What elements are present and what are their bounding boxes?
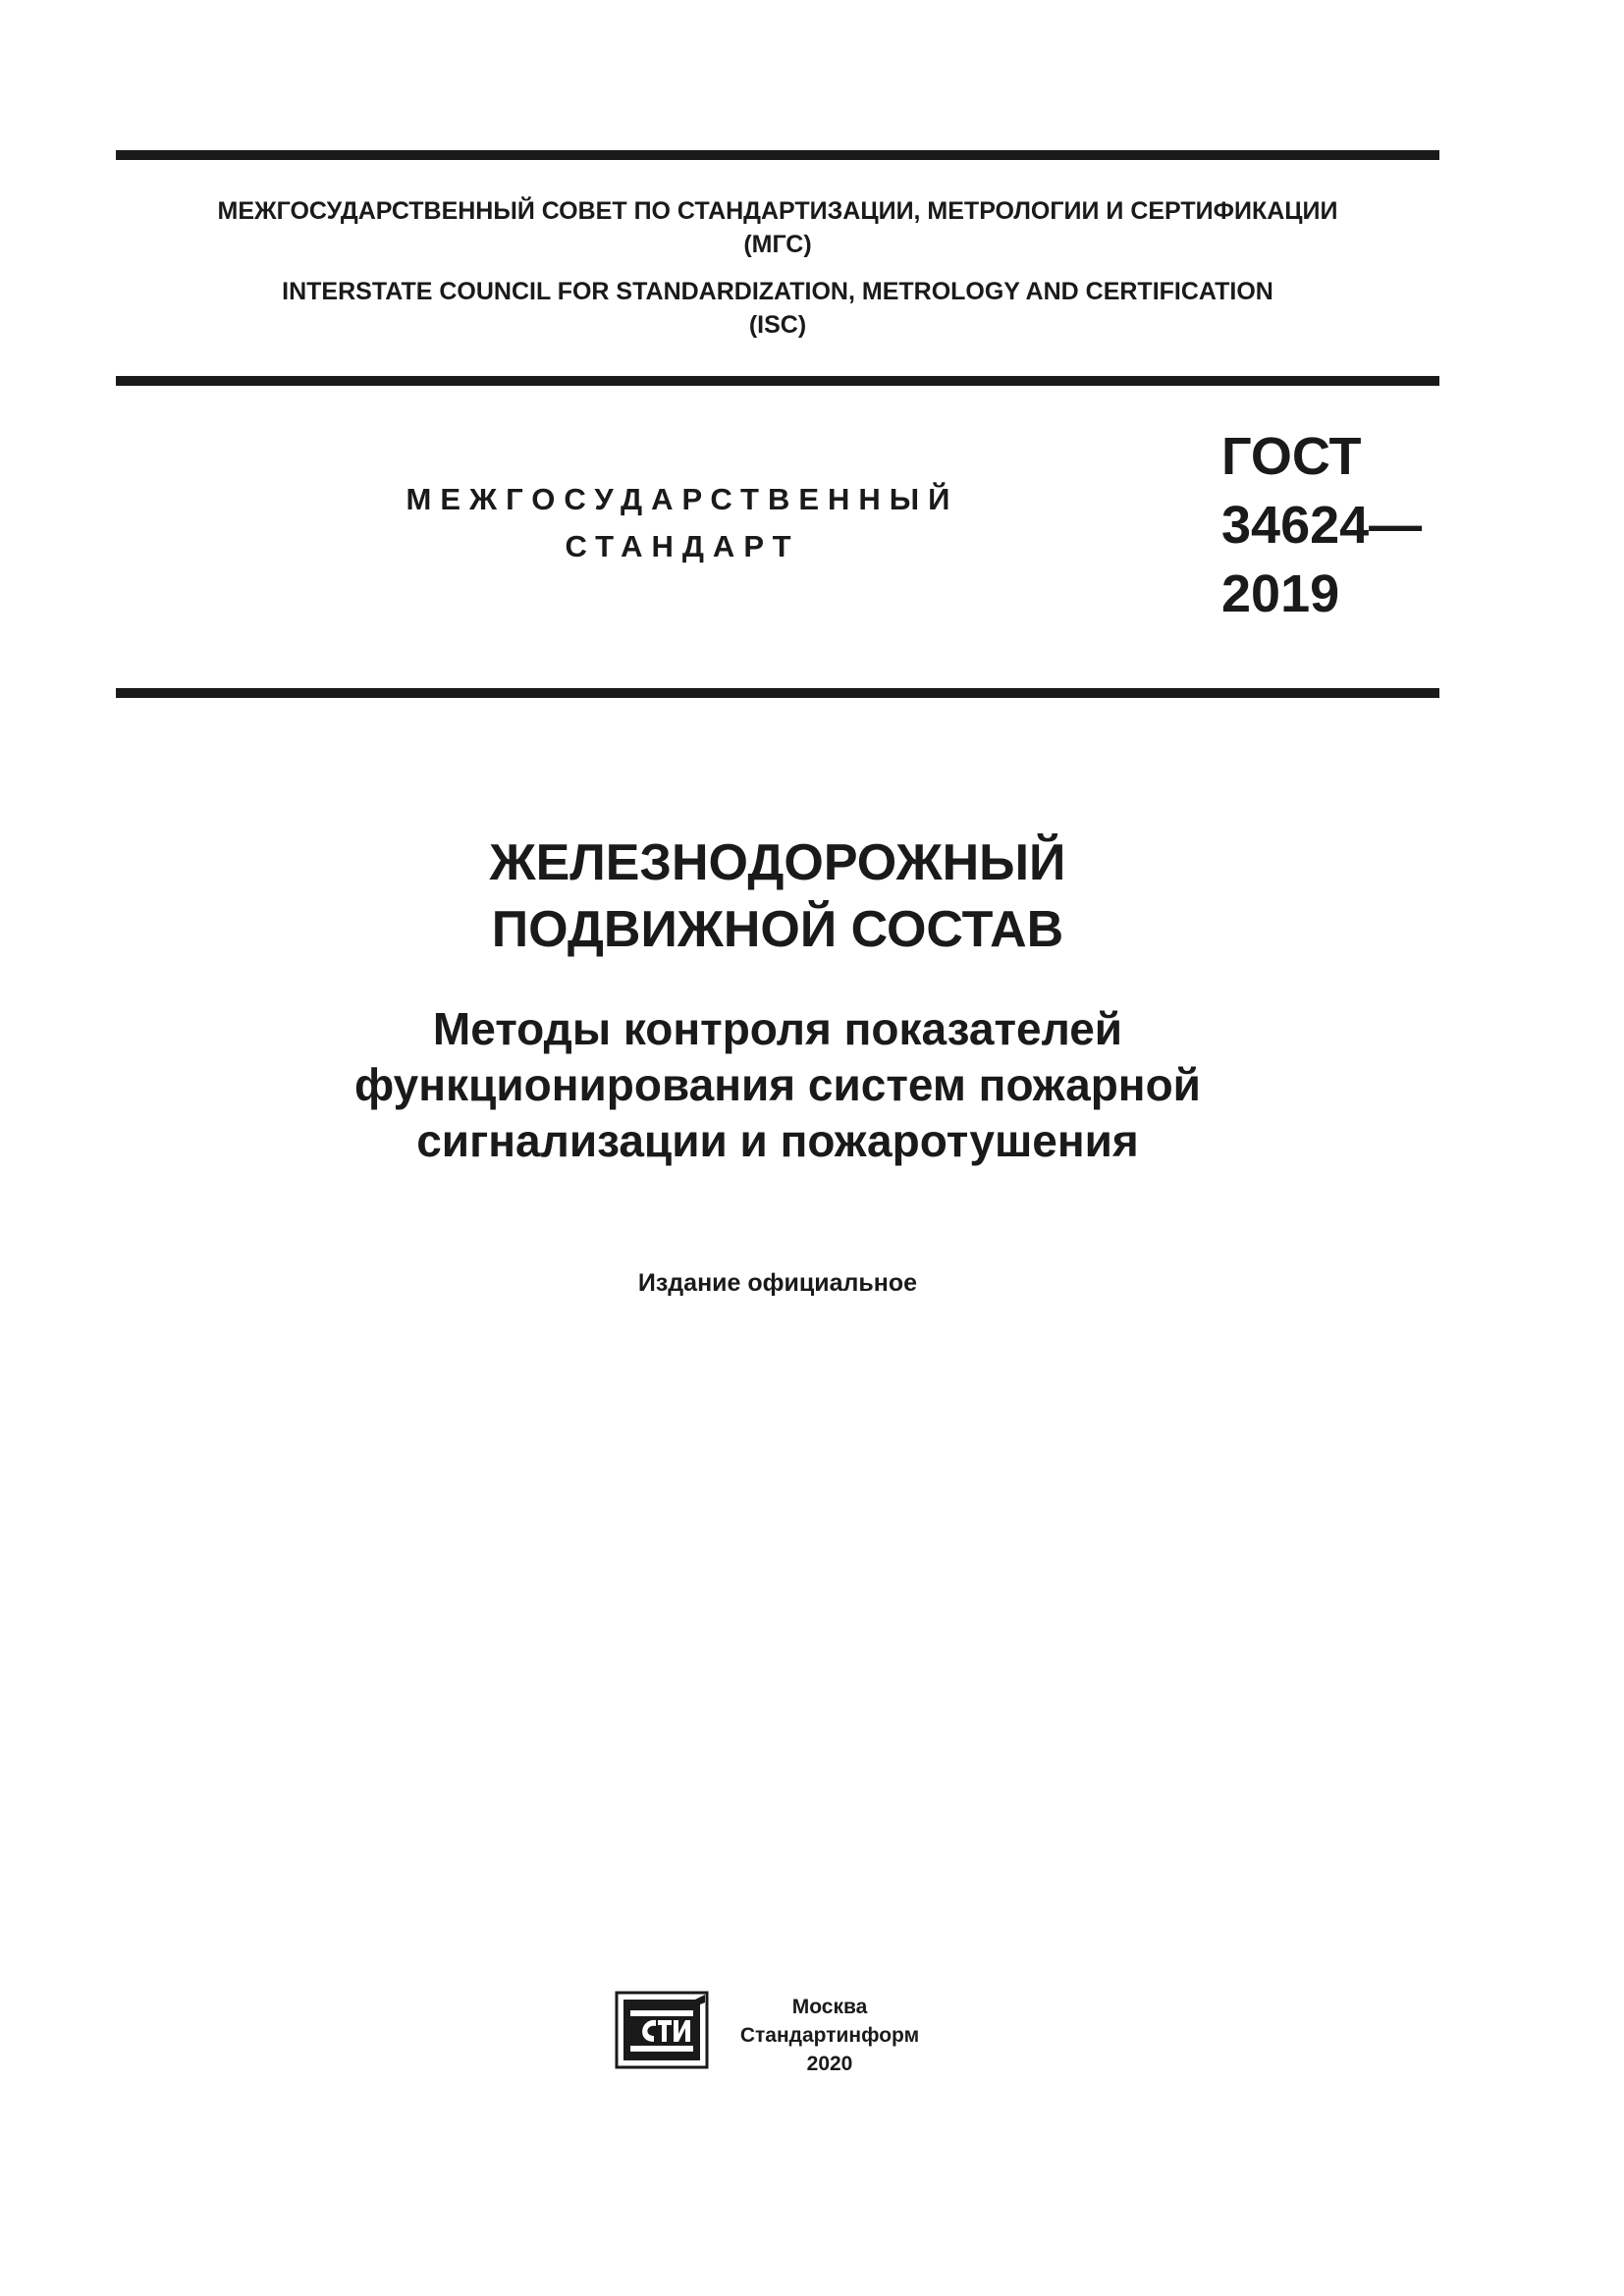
gost-designation <box>1221 422 1422 628</box>
publisher-year: 2020 <box>806 2053 853 2075</box>
council-name-ru-line1: МЕЖГОСУДАРСТВЕННЫЙ СОВЕТ ПО СТАНДАРТИЗАЦИИ, МЕТРОЛОГИИ И СЕРТИФИКАЦИИ <box>217 197 1338 225</box>
document-subtitle-line2: функционирования систем пожарной <box>354 1059 1201 1110</box>
standartinform-logo-icon <box>615 1991 709 2069</box>
publisher-city: Москва <box>791 1996 868 2018</box>
council-abbr-ru: (МГС) <box>743 231 812 258</box>
middle-rule <box>116 376 1439 386</box>
bottom-rule <box>116 688 1439 698</box>
document-subtitle-line3: сигнализации и пожаротушения <box>416 1115 1139 1166</box>
top-rule <box>116 150 1439 160</box>
publisher-imprint <box>727 1993 933 2078</box>
standard-kind-line2: СТАНДАРТ <box>565 529 800 563</box>
council-name-en <box>116 275 1439 342</box>
gost-year: 2019 <box>1221 564 1340 623</box>
council-name-en-line1: INTERSTATE COUNCIL FOR STANDARDIZATION, METROLOGY AND CERTIFICATION <box>282 278 1273 305</box>
document-title <box>116 829 1439 963</box>
gost-label: ГОСТ <box>1221 427 1362 486</box>
edition-note: Издание официальное <box>637 1269 918 1297</box>
council-name-ru <box>116 194 1439 261</box>
publisher-name: Стандартинформ <box>739 2024 920 2047</box>
document-subtitle <box>116 1001 1439 1169</box>
document-title-line2: ПОДВИЖНОЙ СОСТАВ <box>491 901 1064 958</box>
document-subtitle-line1: Методы контроля показателей <box>432 1003 1123 1054</box>
standard-kind-line1: МЕЖГОСУДАРСТВЕННЫЙ <box>406 482 959 516</box>
gost-number: 34624— <box>1221 496 1423 555</box>
council-abbr-en: (ISC) <box>748 311 807 339</box>
document-title-line1: ЖЕЛЕЗНОДОРОЖНЫЙ <box>489 834 1066 891</box>
standard-kind <box>324 476 1041 570</box>
